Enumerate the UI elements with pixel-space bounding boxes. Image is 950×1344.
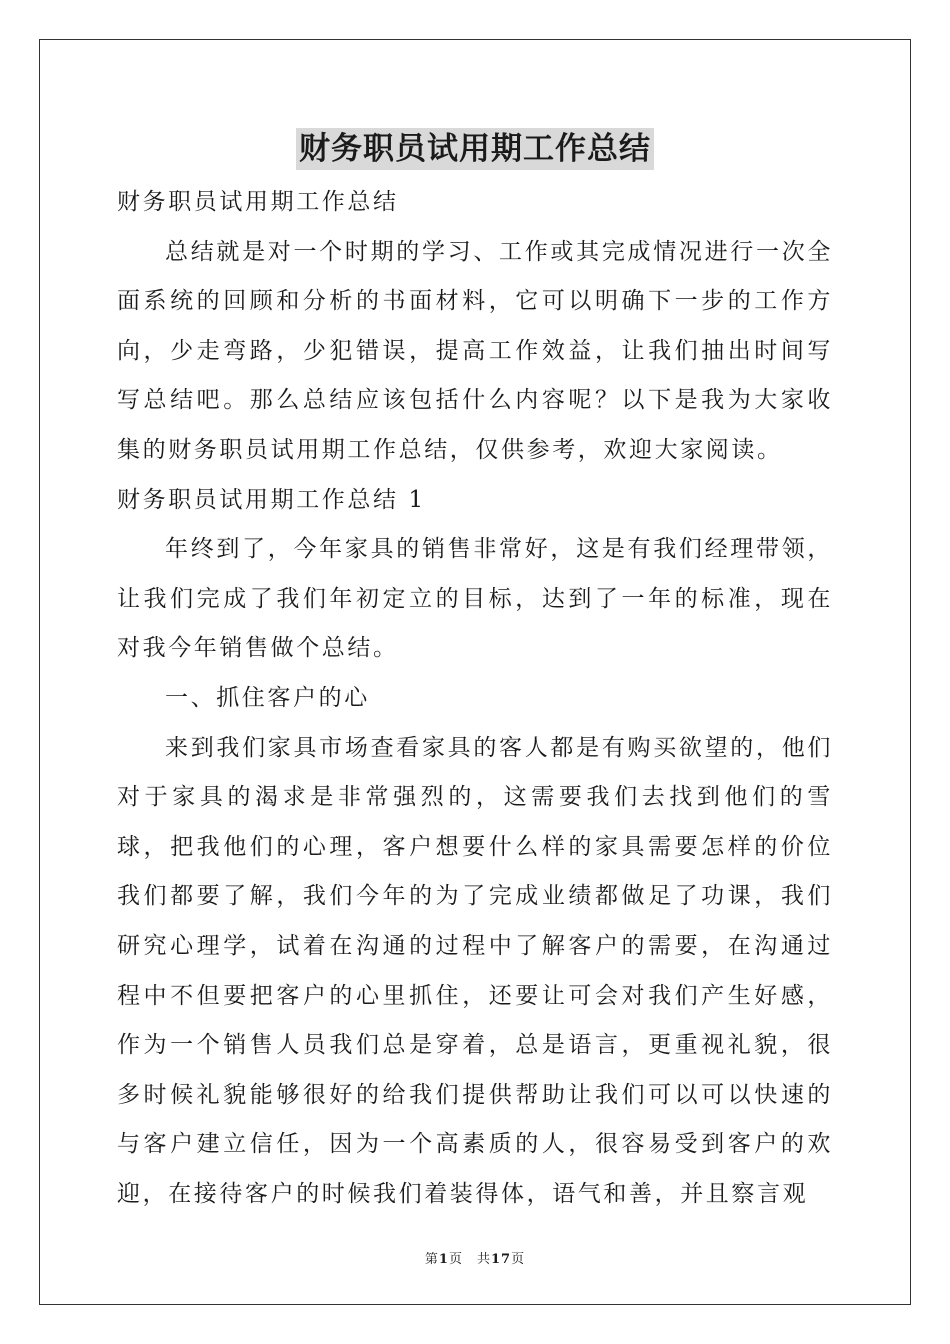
document-title: 财务职员试用期工作总结 xyxy=(296,128,654,170)
document-body xyxy=(117,178,833,1219)
paragraph: 一、抓住客户的心 xyxy=(165,684,370,711)
footer-total-pages: 17 xyxy=(490,1252,512,1267)
paragraph: 总结就是对一个时期的学习、工作或其完成情况进行一次全面系统的回顾和分析的书面材料，它可以明确下一步的工作方向，少走弯路，少犯错误，提高工作效益，让我们抽出时间写写总结吧。那么总结应该包括什么内容呢？以下是我为大家收集的财务职员试用期工作总结，仅供参考，欢迎大家阅读。 xyxy=(117,238,833,463)
footer-mid: 页 共 xyxy=(448,1252,491,1267)
footer-suffix: 页 xyxy=(511,1252,526,1267)
paragraph: 年终到了，今年家具的销售非常好，这是有我们经理带领，让我们完成了我们年初定立的目标，达到了一年的标准，现在对我今年销售做个总结。 xyxy=(117,536,833,662)
footer-current-page: 1 xyxy=(438,1252,449,1267)
title-container xyxy=(0,128,950,170)
paragraph: 财务职员试用期工作总结 xyxy=(117,189,399,215)
paragraph: 财务职员试用期工作总结 1 xyxy=(117,486,426,513)
footer-prefix: 第 xyxy=(424,1252,439,1267)
page-footer xyxy=(0,1248,950,1267)
paragraph: 来到我们家具市场查看家具的客人都是有购买欲望的，他们对于家具的渴求是非常强烈的，这需要我们去找到他们的雪球，把我他们的心理，客户想要什么样的家具需要怎样的价位我们都要了解，我们今年的为了完成业绩都做足了功课，我们研究心理学，试着在沟通的过程中了解客户的需要，在沟通过程中不但要把客户的心里抓住，还要让可会对我们产生好感，作为一个销售人员我们总是穿着，总是语言，更重视礼貌，很多时候礼貌能够很好的给我们提供帮助让我们可以可以快速的与客户建立信任，因为一个高素质的人，很容易受到客户的欢迎，在接待客户的时候我们着装得体，语气和善，并且察言观 xyxy=(117,734,833,1207)
